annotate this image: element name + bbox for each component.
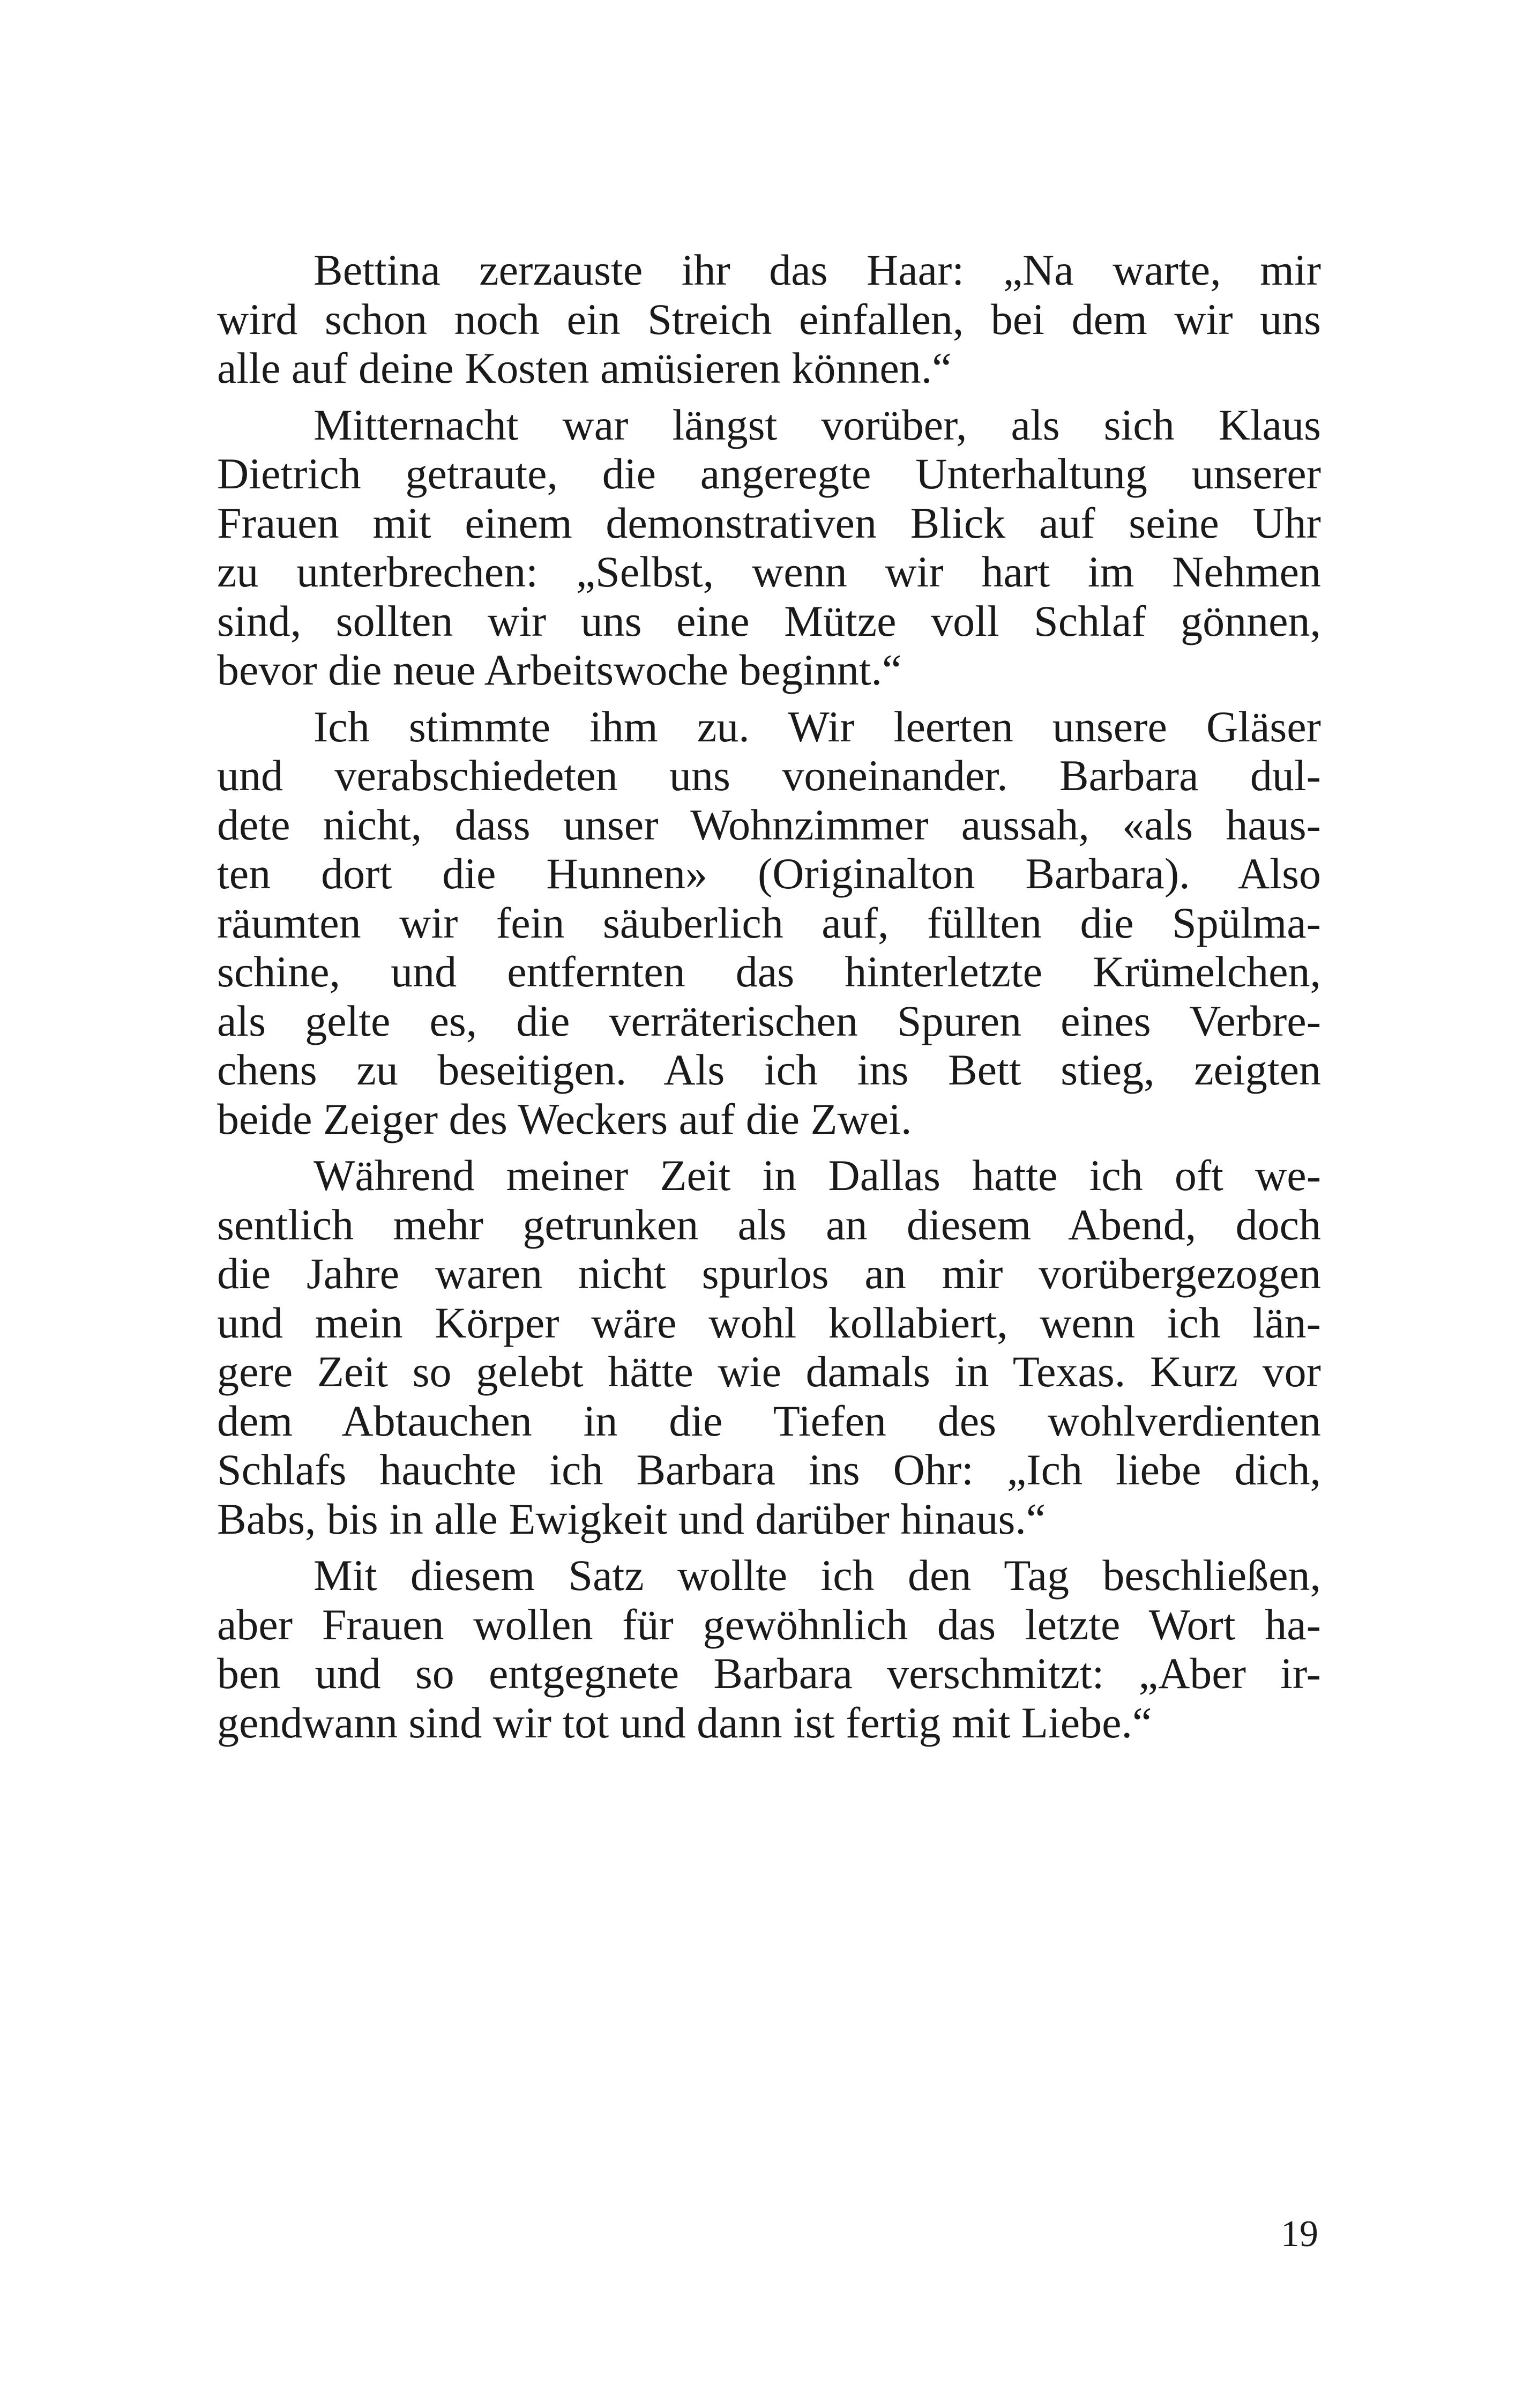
paragraph [217,1551,1321,1747]
text-line: zu unterbrechen: „Selbst, wenn wir hart im Nehmen [217,547,1321,596]
text-line: aber Frauen wollen für gewöhnlich das letzte Wort ha- [217,1600,1321,1649]
text-line: beide Zeiger des Weckers auf die Zwei. [217,1094,912,1143]
text-line: dem Abtauchen in die Tiefen des wohlverdienten [217,1396,1321,1445]
page-number: 19 [1281,2213,1318,2255]
paragraph [217,246,1321,393]
text-line: sind, sollten wir uns eine Mütze voll Schlaf gönnen, [217,596,1321,645]
text-line: Dietrich getraute, die angeregte Unterhaltung unserer [217,449,1321,498]
text-line: gere Zeit so gelebt hätte wie damals in Texas. Kurz vor [217,1347,1321,1396]
text-line: bevor die neue Arbeitswoche beginnt.“ [217,645,902,694]
paragraph [217,1151,1321,1543]
body-text [217,246,1321,1755]
text-line: Während meiner Zeit in Dallas hatte ich oft we- [313,1151,1321,1200]
paragraph [217,400,1321,695]
text-line: als gelte es, die verräterischen Spuren eines Verbre- [217,996,1321,1045]
text-line: und verabschiedeten uns voneinander. Barbara dul- [217,751,1321,800]
text-line: und mein Körper wäre wohl kollabiert, wenn ich län- [217,1298,1321,1347]
text-line: Mit diesem Satz wollte ich den Tag beschließen, [313,1551,1321,1600]
text-line: Ich stimmte ihm zu. Wir leerten unsere Gläser [313,702,1321,751]
text-line: räumten wir fein säuberlich auf, füllten die Spülma- [217,898,1321,947]
text-line: chens zu beseitigen. Als ich ins Bett stieg, zeigten [217,1045,1321,1094]
text-line: ben und so entgegnete Barbara verschmitzt: „Aber ir- [217,1649,1321,1698]
text-line: Mitternacht war längst vorüber, als sich Klaus [313,400,1321,449]
paragraph [217,702,1321,1144]
text-line: Babs, bis in alle Ewigkeit und darüber hinaus.“ [217,1494,1046,1543]
text-line: alle auf deine Kosten amüsieren können.“ [217,344,952,392]
text-line: ten dort die Hunnen» (Originalton Barbara). Also [217,849,1321,898]
text-line: wird schon noch ein Streich einfallen, bei dem wir uns [217,294,1321,344]
text-line: Schlafs hauchte ich Barbara ins Ohr: „Ich liebe dich, [217,1445,1321,1494]
text-line: dete nicht, dass unser Wohnzimmer aussah, «als haus- [217,800,1321,849]
text-line: Bettina zerzauste ihr das Haar: „Na warte, mir [313,246,1321,294]
text-line: Frauen mit einem demonstrativen Blick auf seine Uhr [217,498,1321,547]
text-line: sentlich mehr getrunken als an diesem Abend, doch [217,1200,1321,1249]
text-line: schine, und entfernten das hinterletzte Krümelchen, [217,947,1321,996]
text-line: gendwann sind wir tot und dann ist fertig mit Liebe.“ [217,1698,1152,1747]
text-line: die Jahre waren nicht spurlos an mir vorübergezogen [217,1249,1321,1298]
